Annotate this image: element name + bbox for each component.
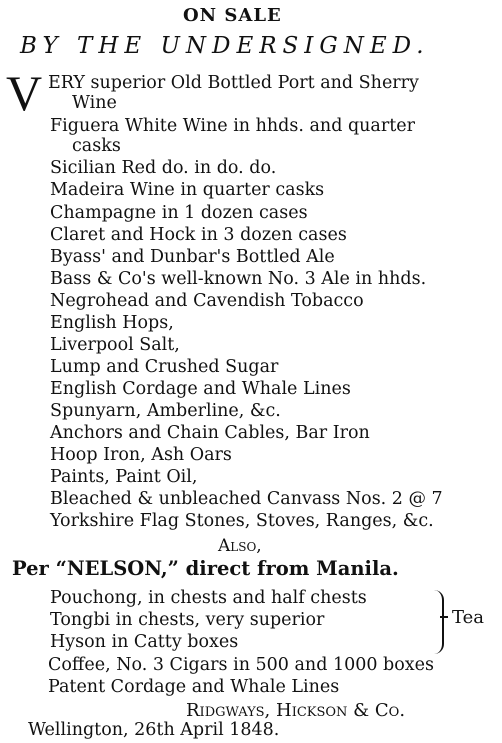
list-item: Negrohead and Cavendish Tobacco	[50, 291, 364, 311]
per-nelson-heading: Per “NELSON,” direct from Manila.	[12, 557, 399, 580]
tea-item: Hyson in Catty boxes	[50, 632, 239, 652]
list-item: Byass' and Dunbar's Bottled Ale	[50, 247, 335, 267]
intro-line-1: ERY superior Old Bottled Port and Sherry	[48, 73, 419, 93]
brace-tip-icon	[440, 616, 448, 618]
brace-icon	[428, 590, 444, 654]
list-item: Madeira Wine in quarter casks	[50, 180, 325, 200]
list-item: Paints, Paint Oil,	[50, 467, 198, 487]
also-label: Also,	[218, 536, 262, 556]
list-item: English Hops,	[50, 313, 174, 333]
list-item: Bleached & unbleached Canvass Nos. 2 @ 7	[50, 489, 443, 509]
list-item: Lump and Crushed Sugar	[50, 357, 279, 377]
list-item: Yorkshire Flag Stones, Stoves, Ranges, &c.	[50, 511, 434, 531]
heading-on-sale: ON SALE	[183, 5, 282, 26]
list-item: Figuera White Wine in hhds. and quarter	[50, 116, 415, 136]
list-item: Coffee, No. 3 Cigars in 500 and 1000 boxes	[48, 655, 434, 675]
list-item: Claret and Hock in 3 dozen cases	[50, 225, 347, 245]
list-item: Sicilian Red do. in do. do.	[50, 158, 277, 178]
signature: Ridgways, Hickson & Co.	[186, 700, 406, 721]
list-item: casks	[72, 136, 121, 156]
drop-cap-letter: V	[6, 65, 43, 121]
intro-line-2: Wine	[72, 93, 117, 113]
tea-item: Pouchong, in chests and half chests	[50, 588, 367, 608]
list-item: Hoop Iron, Ash Oars	[50, 445, 232, 465]
list-item: Liverpool Salt,	[50, 335, 180, 355]
list-item: English Cordage and Whale Lines	[50, 379, 351, 399]
dateline: Wellington, 26th April 1848.	[28, 720, 280, 740]
list-item: Anchors and Chain Cables, Bar Iron	[50, 423, 370, 443]
list-item: Bass & Co's well-known No. 3 Ale in hhds.	[50, 269, 427, 289]
list-item: Spunyarn, Amberline, &c.	[50, 401, 281, 421]
list-item: Champagne in 1 dozen cases	[50, 203, 308, 223]
tea-label: Tea	[452, 607, 484, 628]
subheading-undersigned: BY THE UNDERSIGNED.	[20, 33, 430, 59]
tea-item: Tongbi in chests, very superior	[50, 610, 325, 630]
list-item: Patent Cordage and Whale Lines	[48, 677, 340, 697]
